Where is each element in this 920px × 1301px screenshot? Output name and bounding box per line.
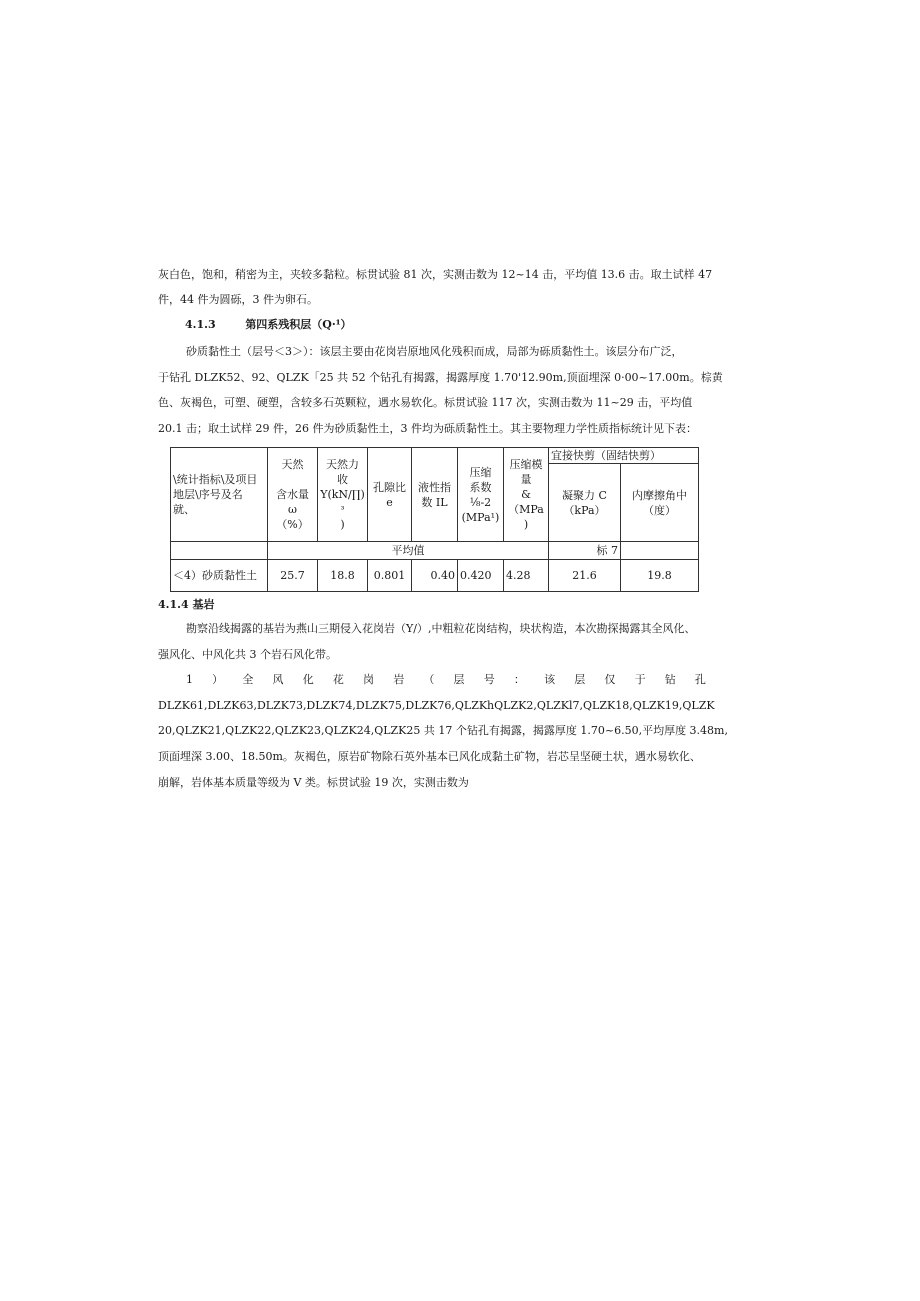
header-compression-coefficient: 压缩 系数 ⅛-2 (MPa¹) <box>458 448 504 542</box>
liquidity-index-value: 0.40 <box>412 560 458 592</box>
spaced-char: 1 <box>186 673 193 686</box>
header-density: 天然力 收 Y(kN/∏) ᶟ ) <box>318 448 368 542</box>
water-content-value: 25.7 <box>268 560 318 592</box>
text-line: 色、灰褐色，可塑、硬塑，含较多石英颗粒，遇水易软化。标贯试验 117 次，实测击数为 11~29 击，平均值 <box>158 396 693 409</box>
text-line: 顶面埋深 3.00、18.50m。灰褐色，原岩矿物除石英外基本已风化成黏土矿物，岩芯呈坚硬土状，遇水易软化、 <box>158 750 701 763</box>
compression-modulus-value: 4.28 <box>504 560 549 592</box>
text-line: 件，44 件为圆砾，3 件为卵石。 <box>158 293 318 306</box>
spaced-char: 全 <box>242 673 254 686</box>
text-line: 20,QLZK21,QLZK22,QLZK23,QLZK24,QLZK25 共 17 个钻孔有揭露，揭露厚度 1.70~6.50,平均厚度 3.48m, <box>158 724 728 737</box>
spaced-char: 花 <box>332 673 344 686</box>
text-line: 崩解，岩体基本质量等级为 V 类。标贯试验 19 次，实测击数为 <box>158 776 469 789</box>
section-title: 第四系残积层（Q·¹） <box>245 318 352 331</box>
spaced-char: 岩 <box>393 673 405 686</box>
text-line: DLZK61,DLZK63,DLZK73,DLZK74,DLZK75,DLZK76,QLZKhQLZK2,QLZKl7,QLZK18,QLZK19,QLZK <box>158 699 715 712</box>
header-compression-modulus: 压缩模 量 & （MPa ) <box>504 448 549 542</box>
spaced-char: 于 <box>634 673 646 686</box>
spaced-char: 层 <box>453 673 465 686</box>
text-line: 于钻孔 DLZK52、92、QLZK「25 共 52 个钻孔有揭露，揭露厚度 1.70'12.90m,顶面埋深 0·00~17.00m。棕黄 <box>158 371 723 384</box>
section-heading-4-1-3 <box>185 318 352 332</box>
empty-cell <box>171 542 268 560</box>
text-line: 勘察沿线揭露的基岩为燕山三期侵入花岗岩（Y/）,中粗粒花岗结构，块状构造，本次勘探揭露其全风化、 <box>186 622 696 635</box>
spaced-char: ： <box>513 673 525 686</box>
layer-name: ＜4）砂质黏性土 <box>171 560 268 592</box>
friction-angle-value: 19.8 <box>621 560 699 592</box>
text-line: 砂质黏性土（层号＜3＞）：该层主要由花岗岩原地风化残积而成，局部为砾质黏性土。该层分布广泛， <box>186 345 683 358</box>
spaced-char: 风 <box>272 673 284 686</box>
spaced-char: 孔 <box>694 673 706 686</box>
void-ratio-value: 0.801 <box>368 560 412 592</box>
text-line: 灰白色，饱和，稍密为主，夹较多黏粒。标贯试验 81 次，实测击数为 12~14 击，平均值 13.6 击。取土试样 47 <box>158 268 713 281</box>
spaced-text-line <box>186 673 706 687</box>
spaced-char: 号 <box>483 673 495 686</box>
spaced-char: 层 <box>574 673 586 686</box>
spaced-char: 仅 <box>604 673 616 686</box>
spaced-char: 岗 <box>363 673 375 686</box>
spaced-char: （ <box>423 673 435 686</box>
header-water-content: 天然 含水量 ω （%） <box>268 448 318 542</box>
average-label: 平均值 <box>268 542 549 560</box>
header-cohesion: 凝聚力 C （kPa） <box>549 464 621 542</box>
section-heading-4-1-4: 4.1.4 基岩 <box>158 598 215 611</box>
compression-coefficient-value: 0.420 <box>458 560 504 592</box>
soil-properties-table <box>170 447 699 592</box>
density-value: 18.8 <box>318 560 368 592</box>
std-label: 标 7 <box>549 542 621 560</box>
spaced-char: 该 <box>544 673 556 686</box>
text-line: 强风化、中风化共 3 个岩石风化带。 <box>158 648 337 661</box>
header-liquidity-index: 液性指 数 IL <box>412 448 458 542</box>
header-void-ratio: 孔隙比 e <box>368 448 412 542</box>
table-row <box>171 560 699 592</box>
text-line: 20.1 击；取土试样 29 件，26 件为砂质黏性土，3 件均为砾质黏性土。其主要物理力学性质指标统计见下表： <box>158 422 697 435</box>
header-friction-angle: 内摩擦角中 （度） <box>621 464 699 542</box>
header-stat-index: \统计指标\及项目 地层\序号及名 就、 <box>171 448 268 542</box>
header-direct-shear: 宜接快剪（固结快剪） <box>549 448 699 464</box>
spaced-char: ） <box>212 673 224 686</box>
cohesion-value: 21.6 <box>549 560 621 592</box>
empty-cell <box>621 542 699 560</box>
spaced-char: 化 <box>302 673 314 686</box>
section-number: 4.1.3 <box>185 318 216 331</box>
spaced-char: 钻 <box>664 673 676 686</box>
